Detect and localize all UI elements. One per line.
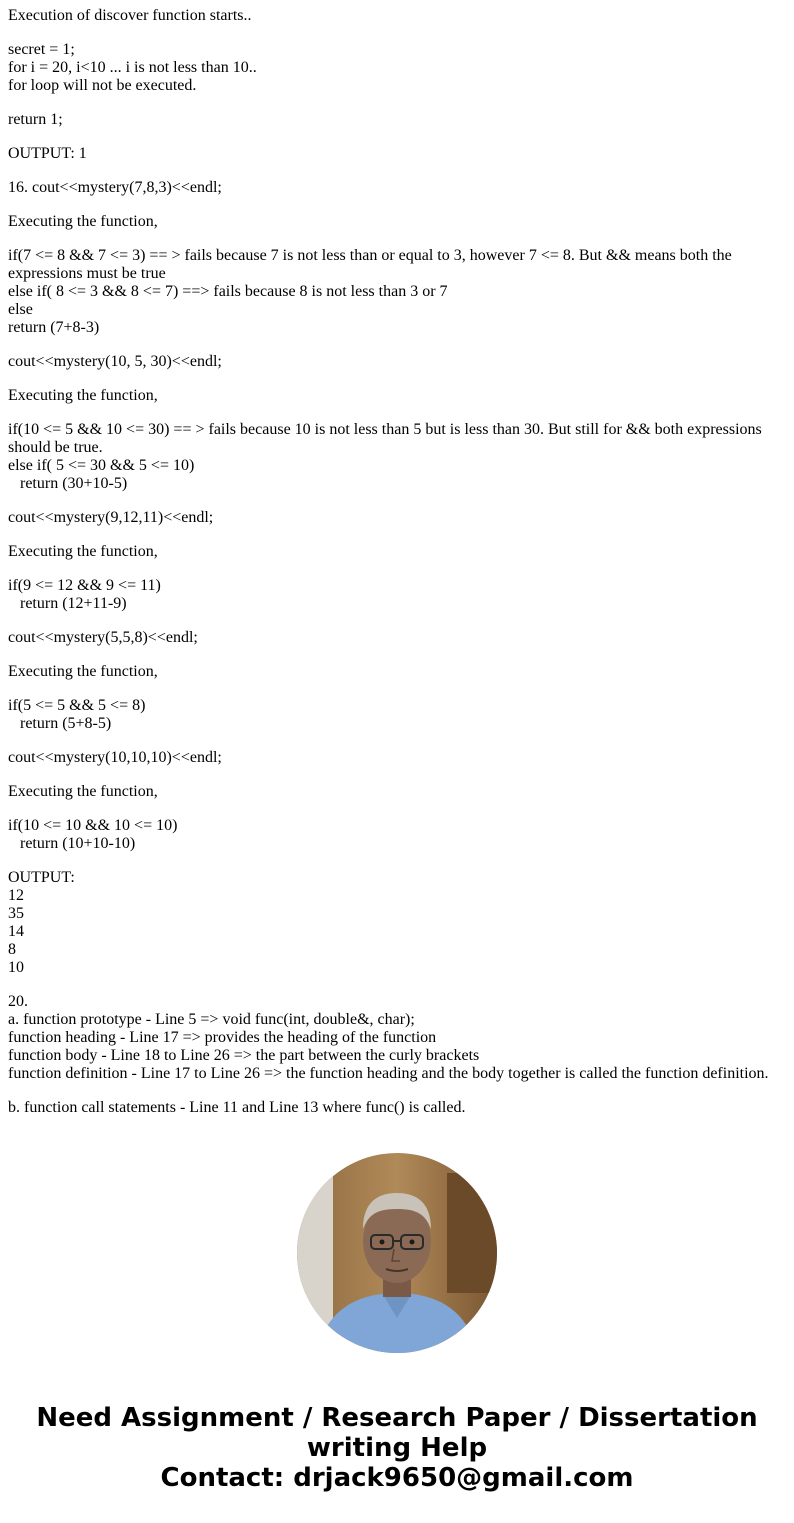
text-block bbox=[8, 869, 786, 977]
text-line: Executing the function, bbox=[8, 663, 158, 680]
text-block bbox=[8, 247, 786, 337]
text-line: Executing the function, bbox=[8, 387, 158, 404]
text-line: for i = 20, i<10 ... i is not less than 10.. bbox=[8, 59, 257, 76]
text-block bbox=[8, 697, 786, 733]
text-line: 20. bbox=[8, 993, 28, 1010]
text-line: cout<<mystery(5,5,8)<<endl; bbox=[8, 629, 198, 646]
text-block bbox=[8, 543, 786, 561]
text-line: function definition - Line 17 to Line 26 => the function heading and the body together is called the function definition. bbox=[8, 1065, 769, 1082]
text-block bbox=[8, 783, 786, 801]
text-line: else bbox=[8, 301, 33, 318]
text-line: OUTPUT: bbox=[8, 869, 75, 886]
text-block bbox=[8, 663, 786, 681]
text-line: Execution of discover function starts.. bbox=[8, 7, 252, 24]
text-line: cout<<mystery(10, 5, 30)<<endl; bbox=[8, 353, 222, 370]
text-block bbox=[8, 421, 786, 493]
text-block bbox=[8, 145, 786, 163]
text-line: function heading - Line 17 => provides the heading of the function bbox=[8, 1029, 437, 1046]
text-line: return (30+10-5) bbox=[20, 475, 128, 492]
banner-line-1: Need Assignment / Research Paper / Dissertation bbox=[36, 1403, 758, 1433]
text-line: if(10 <= 5 && 10 <= 30) == > fails because 10 is not less than 5 but is less than 30. But still for && both expressions should be true. bbox=[8, 421, 766, 456]
text-block bbox=[8, 749, 786, 767]
text-line: 12 bbox=[8, 887, 24, 904]
text-line: OUTPUT: 1 bbox=[8, 145, 87, 162]
text-block bbox=[8, 179, 786, 197]
text-line: for loop will not be executed. bbox=[8, 77, 197, 94]
text-block bbox=[8, 577, 786, 613]
banner-line-2: writing Help bbox=[306, 1433, 488, 1463]
text-line: return (5+8-5) bbox=[20, 715, 112, 732]
text-line: 35 bbox=[8, 905, 24, 922]
text-line: 10 bbox=[8, 959, 24, 976]
text-line: function body - Line 18 to Line 26 => the part between the curly brackets bbox=[8, 1047, 480, 1064]
text-block bbox=[8, 353, 786, 371]
text-line: return (10+10-10) bbox=[20, 835, 136, 852]
text-line: if(10 <= 10 && 10 <= 10) bbox=[8, 817, 178, 834]
text-line: Executing the function, bbox=[8, 783, 158, 800]
text-line: 16. cout<<mystery(7,8,3)<<endl; bbox=[8, 179, 222, 196]
text-block bbox=[8, 993, 786, 1083]
text-line: return 1; bbox=[8, 111, 63, 128]
text-line: else if( 8 <= 3 && 8 <= 7) ==> fails because 8 is not less than 3 or 7 bbox=[8, 283, 448, 300]
text-line: cout<<mystery(10,10,10)<<endl; bbox=[8, 749, 222, 766]
contact-banner bbox=[0, 1403, 794, 1493]
text-line: return (12+11-9) bbox=[20, 595, 127, 612]
text-block bbox=[8, 213, 786, 231]
text-line: if(7 <= 8 && 7 <= 3) == > fails because 7 is not less than or equal to 3, however 7 <= 8. But && means both the expressions must be true bbox=[8, 247, 736, 282]
text-line: secret = 1; bbox=[8, 41, 75, 58]
text-line: Executing the function, bbox=[8, 543, 158, 560]
banner-contact-line: Contact: drjack9650@gmail.com bbox=[160, 1463, 634, 1493]
avatar bbox=[297, 1153, 497, 1353]
text-block bbox=[8, 509, 786, 527]
text-line: if(5 <= 5 && 5 <= 8) bbox=[8, 697, 146, 714]
text-line: 8 bbox=[8, 941, 16, 958]
text-line: cout<<mystery(9,12,11)<<endl; bbox=[8, 509, 214, 526]
text-line: a. function prototype - Line 5 => void func(int, double&, char); bbox=[8, 1011, 415, 1028]
text-block bbox=[8, 387, 786, 405]
text-block bbox=[8, 1099, 786, 1117]
text-line: b. function call statements - Line 11 and Line 13 where func() is called. bbox=[8, 1099, 466, 1116]
text-line: Executing the function, bbox=[8, 213, 158, 230]
text-line: 14 bbox=[8, 923, 24, 940]
text-block bbox=[8, 41, 786, 95]
text-line: if(9 <= 12 && 9 <= 11) bbox=[8, 577, 161, 594]
text-block bbox=[8, 629, 786, 647]
text-line: return (7+8-3) bbox=[8, 319, 100, 336]
text-line: else if( 5 <= 30 && 5 <= 10) bbox=[8, 457, 195, 474]
text-block bbox=[8, 7, 786, 25]
text-block bbox=[8, 817, 786, 853]
text-block bbox=[8, 111, 786, 129]
person-photo-icon bbox=[297, 1153, 497, 1353]
document-body bbox=[8, 7, 786, 1124]
